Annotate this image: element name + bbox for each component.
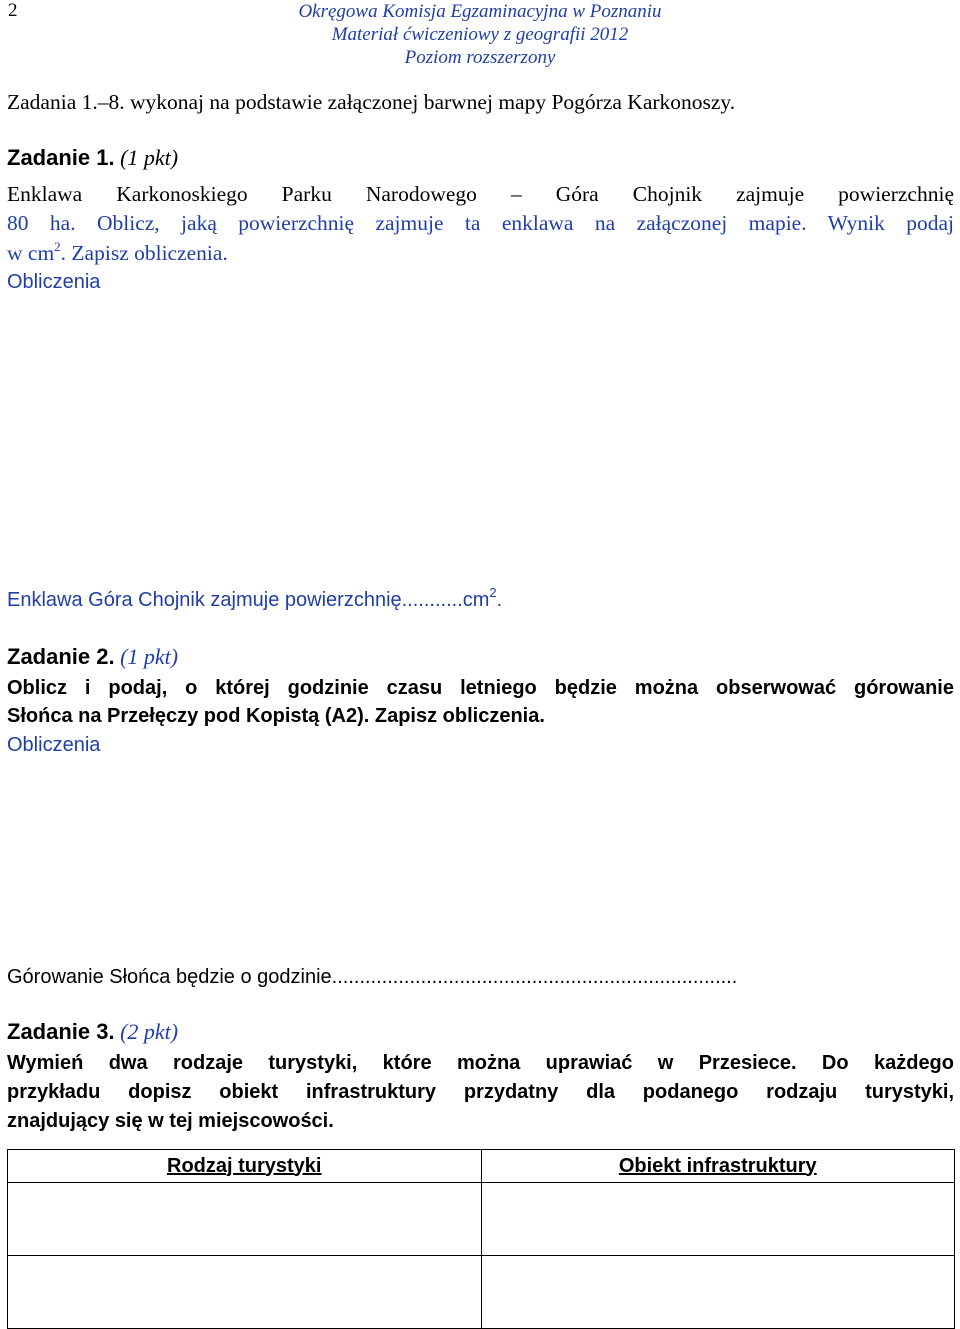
task3-points: (2 pkt) [120, 1019, 179, 1044]
task2-heading [7, 643, 178, 670]
task1-line3-post: . Zapisz obliczenia. [60, 241, 228, 265]
table-cell-empty[interactable] [8, 1183, 482, 1256]
task2-points: (1 pkt) [120, 644, 179, 669]
task3-line3: znajdujący się w tej miejscowości. [7, 1110, 334, 1132]
header-level: Poziom rozszerzony [404, 47, 556, 68]
table-cell-empty[interactable] [481, 1183, 955, 1256]
task1-line3-pre: w cm [7, 241, 55, 265]
task1-answer-post: . [496, 589, 503, 611]
task3-title: Zadanie 3. [7, 1019, 115, 1044]
task1-heading [7, 144, 178, 171]
task3-answer-table [7, 1149, 955, 1329]
header-institution: Okręgowa Komisja Egzaminacyjna w Poznaniu [298, 1, 662, 22]
table-cell-empty[interactable] [481, 1256, 955, 1329]
table-row [8, 1183, 955, 1256]
table-cell-empty[interactable] [8, 1256, 482, 1329]
table-header-row [8, 1150, 955, 1183]
task1-points: (1 pkt) [120, 145, 179, 170]
task1-line3-sup: 2 [54, 239, 61, 254]
task1-line3 [7, 240, 228, 267]
page-number: 2 [8, 0, 18, 21]
task2-answer: Górowanie Słońca będzie o godzinie......................................................................... [7, 966, 738, 988]
task1-calc-label: Obliczenia [7, 271, 101, 293]
intro-instruction: Zadania 1.–8. wykonaj na podstawie załączonej barwnej mapy Pogórza Karkonoszy. [7, 90, 736, 114]
task2-line1: Oblicz i podaj, o której godzinie czasu letniego będzie można obserwować górowanie [7, 677, 954, 699]
task1-answer-pre: Enklawa Góra Chojnik zajmuje powierzchnię...........cm [7, 589, 490, 611]
table-header-infrastructure: Obiekt infrastruktury [481, 1150, 955, 1183]
task2-line2: Słońca na Przełęczy pod Kopistą (A2). Zapisz obliczenia. [7, 705, 545, 727]
task3-line1: Wymień dwa rodzaje turystyki, które można uprawiać w Przesiece. Do każdego [7, 1052, 954, 1074]
task3-line2: przykładu dopisz obiekt infrastruktury przydatny dla podanego rodzaju turystyki, [7, 1081, 954, 1103]
task2-calc-label: Obliczenia [7, 734, 101, 756]
header-material: Materiał ćwiczeniowy z geografii 2012 [331, 24, 629, 45]
task1-answer [7, 587, 502, 614]
task1-answer-sup: 2 [489, 585, 497, 600]
task1-line1: Enklawa Karkonoskiego Parku Narodowego – Góra Chojnik zajmuje powierzchnię [7, 182, 954, 206]
table-row [8, 1256, 955, 1329]
table-header-tourism-type: Rodzaj turystyki [8, 1150, 482, 1183]
task3-heading [7, 1018, 178, 1045]
task2-title: Zadanie 2. [7, 644, 115, 669]
task1-line2: 80 ha. Oblicz, jaką powierzchnię zajmuje ta enklawa na załączonej mapie. Wynik podaj [7, 211, 954, 235]
task1-title: Zadanie 1. [7, 145, 115, 170]
